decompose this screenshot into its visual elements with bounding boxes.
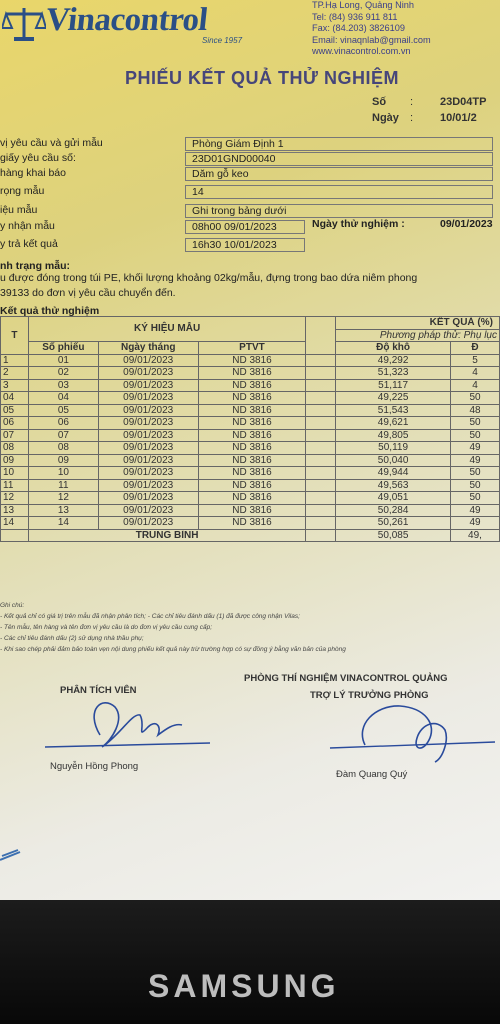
- cell-dokho: 50,119: [336, 442, 451, 455]
- cell-ptvt: ND 3816: [198, 354, 306, 367]
- cell-dokho: 51,323: [336, 367, 451, 380]
- ngay-value: 10/01/2: [440, 112, 477, 124]
- cell-ptvt: ND 3816: [198, 392, 306, 405]
- cell-dokho: 49,225: [336, 392, 451, 405]
- cell-ngay: 09/01/2023: [98, 517, 198, 530]
- cell-dokho: 49,805: [336, 429, 451, 442]
- cell-gap: [306, 354, 336, 367]
- monitor-bezel: [0, 900, 500, 1024]
- cell-ngay: 09/01/2023: [98, 467, 198, 480]
- header-kyhieu: KÝ HIỆU MẪU: [28, 317, 305, 342]
- table-row: [1, 492, 500, 505]
- cell-sophieu: 14: [28, 517, 98, 530]
- cell-last: 49: [451, 442, 500, 455]
- cell-last: 5: [451, 354, 500, 367]
- header-method: Phương pháp thử: Phụ lục: [336, 329, 500, 342]
- cell-stt: 05: [1, 404, 29, 417]
- condition-line-2: 39133 do đơn vị yêu cầu chuyển đến.: [0, 287, 176, 299]
- cell-last: 49: [451, 454, 500, 467]
- cell-gap: [306, 467, 336, 480]
- cell-sophieu: 07: [28, 429, 98, 442]
- assistant-head-title: TRỢ LÝ TRƯỞNG PHÒNG: [310, 690, 429, 701]
- cell-gap: [306, 442, 336, 455]
- cell-gap: [306, 492, 336, 505]
- lab-org-title: PHÒNG THÍ NGHIỆM VINACONTROL QUẢNG: [244, 673, 448, 684]
- cell-ngay: 09/01/2023: [98, 492, 198, 505]
- cell-stt: 04: [1, 392, 29, 405]
- field-value-requester: Phòng Giám Định 1: [185, 137, 493, 151]
- cell-last: 50: [451, 417, 500, 430]
- cell-sophieu: 06: [28, 417, 98, 430]
- cell-dokho: 50,284: [336, 504, 451, 517]
- field-label-request-no: giấy yêu cầu số:: [0, 152, 76, 164]
- scales-icon: [2, 4, 46, 44]
- avg-last: 49,: [451, 529, 500, 542]
- so-colon: :: [410, 96, 414, 108]
- avg-label: TRUNG BÌNH: [28, 529, 305, 542]
- table-row: [1, 479, 500, 492]
- field-label-requester: vị yêu cầu và gửi mẫu: [0, 137, 103, 149]
- cell-ptvt: ND 3816: [198, 429, 306, 442]
- cell-gap: [306, 404, 336, 417]
- assistant-head-signature: [325, 700, 500, 770]
- cell-ngay: 09/01/2023: [98, 367, 198, 380]
- analyst-signature: [40, 695, 220, 760]
- table-row: [1, 354, 500, 367]
- cell-dokho: 49,051: [336, 492, 451, 505]
- table-row: [1, 517, 500, 530]
- cell-ngay: 09/01/2023: [98, 354, 198, 367]
- condition-label: nh trạng mẫu:: [0, 260, 70, 272]
- note-line: - Tên mẫu, tên hàng và tên đơn vị yêu cầu là do đơn vị yêu cầu cung cấp;: [0, 624, 213, 631]
- cell-ptvt: ND 3816: [198, 504, 306, 517]
- results-table: [0, 316, 500, 542]
- table-row: [1, 467, 500, 480]
- ngay-colon: :: [410, 112, 414, 124]
- table-row: [1, 367, 500, 380]
- cell-ngay: 09/01/2023: [98, 442, 198, 455]
- table-row: [1, 429, 500, 442]
- field-label-goods: hàng khai báo: [0, 167, 66, 179]
- cell-last: 50: [451, 492, 500, 505]
- so-value: 23D04TP: [440, 96, 487, 108]
- cell-ptvt: ND 3816: [198, 404, 306, 417]
- cell-stt: 1: [1, 354, 29, 367]
- cell-dokho: 51,117: [336, 379, 451, 392]
- condition-line-1: u được đóng trong túi PE, khối lượng khoảng 02kg/mẫu, đựng trong bao dứa niêm phong: [0, 272, 418, 284]
- cell-ngay: 09/01/2023: [98, 392, 198, 405]
- cell-last: 50: [451, 429, 500, 442]
- cell-ptvt: ND 3816: [198, 442, 306, 455]
- cell-ngay: 09/01/2023: [98, 479, 198, 492]
- contact-email: Email: vinaqnlab@gmail.com: [312, 34, 431, 45]
- field-value-request-no: 23D01GND00040: [185, 152, 493, 166]
- cell-sophieu: 01: [28, 354, 98, 367]
- vinacontrol-logo: [2, 2, 252, 50]
- cell-dokho: 49,944: [336, 467, 451, 480]
- cell-ptvt: ND 3816: [198, 379, 306, 392]
- field-label-return: y trả kết quả: [0, 238, 58, 250]
- cell-gap: [306, 417, 336, 430]
- cell-stt: 2: [1, 367, 29, 380]
- cell-sophieu: 09: [28, 454, 98, 467]
- cell-ngay: 09/01/2023: [98, 454, 198, 467]
- results-label: Kết quả thử nghiệm: [0, 305, 100, 317]
- avg-empty-1: [1, 529, 29, 542]
- cell-ptvt: ND 3816: [198, 479, 306, 492]
- cell-stt: 11: [1, 479, 29, 492]
- cell-sophieu: 12: [28, 492, 98, 505]
- table-row: [1, 379, 500, 392]
- cell-last: 4: [451, 379, 500, 392]
- cell-dokho: 49,621: [336, 417, 451, 430]
- header-gap: [306, 317, 336, 355]
- cell-ngay: 09/01/2023: [98, 504, 198, 517]
- cell-gap: [306, 454, 336, 467]
- cell-ngay: 09/01/2023: [98, 404, 198, 417]
- cell-sophieu: 05: [28, 404, 98, 417]
- header-stt: T: [1, 317, 29, 355]
- cell-sophieu: 11: [28, 479, 98, 492]
- avg-empty-2: [306, 529, 336, 542]
- header-ketqua: KẾT QUẢ (%): [336, 317, 500, 330]
- cell-ngay: 09/01/2023: [98, 429, 198, 442]
- assistant-head-name: Đàm Quang Quý: [336, 769, 408, 780]
- col-dokho: Độ khô: [336, 342, 451, 355]
- col-sophieu: Số phiếu: [28, 342, 98, 355]
- contact-tel: Tel: (84) 936 911 811: [312, 11, 398, 22]
- notes-block: [0, 600, 346, 655]
- logo-name: Vinacontrol: [44, 2, 210, 38]
- cell-sophieu: 13: [28, 504, 98, 517]
- cell-gap: [306, 392, 336, 405]
- cell-last: 4: [451, 367, 500, 380]
- cell-gap: [306, 479, 336, 492]
- cell-ngay: 09/01/2023: [98, 417, 198, 430]
- monitor-brand: SAMSUNG: [148, 968, 340, 1004]
- table-row: [1, 454, 500, 467]
- cell-last: 49: [451, 504, 500, 517]
- cell-dokho: 49,563: [336, 479, 451, 492]
- cell-gap: [306, 379, 336, 392]
- cell-gap: [306, 504, 336, 517]
- contact-address: TP.Hạ Long, Quảng Ninh: [312, 0, 414, 10]
- cell-sophieu: 08: [28, 442, 98, 455]
- contact-website: www.vinacontrol.com.vn: [312, 46, 411, 56]
- cell-last: 49: [451, 517, 500, 530]
- cell-dokho: 49,292: [336, 354, 451, 367]
- field-value-goods: Dăm gỗ keo: [185, 167, 493, 181]
- taskbar-fragment-icon: [0, 848, 22, 862]
- cell-stt: 09: [1, 454, 29, 467]
- col-ptvt: PTVT: [198, 342, 306, 355]
- logo-since: Since 1957: [202, 36, 243, 45]
- table-row: [1, 417, 500, 430]
- table-row: [1, 392, 500, 405]
- average-row: [1, 529, 500, 542]
- col-last: Đ: [451, 342, 500, 355]
- note-line: - Các chỉ tiêu đánh dấu (2) sử dụng nhà thầu phụ;: [0, 635, 144, 642]
- test-date-value: 09/01/2023: [440, 218, 493, 230]
- avg-dokho: 50,085: [336, 529, 451, 542]
- table-subheader-row: [1, 342, 500, 355]
- table-row: [1, 504, 500, 517]
- cell-ptvt: ND 3816: [198, 492, 306, 505]
- table-row: [1, 404, 500, 417]
- field-value-sample-mark: Ghi trong bảng dưới: [185, 204, 493, 218]
- cell-stt: 3: [1, 379, 29, 392]
- analyst-title: PHÂN TÍCH VIÊN: [60, 685, 137, 696]
- field-value-return: 16h30 10/01/2023: [185, 238, 305, 252]
- field-label-received: y nhận mẫu: [0, 220, 55, 232]
- cell-ptvt: ND 3816: [198, 467, 306, 480]
- cell-ptvt: ND 3816: [198, 517, 306, 530]
- cell-ptvt: ND 3816: [198, 454, 306, 467]
- cell-gap: [306, 367, 336, 380]
- field-value-received: 08h00 09/01/2023: [185, 220, 305, 234]
- table-row: [1, 442, 500, 455]
- table-header-row: [1, 317, 500, 330]
- cell-stt: 06: [1, 417, 29, 430]
- cell-stt: 08: [1, 442, 29, 455]
- test-date-label: Ngày thử nghiệm :: [312, 218, 405, 230]
- cell-dokho: 50,261: [336, 517, 451, 530]
- document-title: PHIẾU KẾT QUẢ THỬ NGHIỆM: [125, 68, 399, 88]
- cell-sophieu: 03: [28, 379, 98, 392]
- cell-gap: [306, 429, 336, 442]
- notes-title: Ghi chú:: [0, 602, 25, 609]
- cell-stt: 07: [1, 429, 29, 442]
- cell-dokho: 50,040: [336, 454, 451, 467]
- contact-block: [312, 0, 431, 58]
- so-label: Số: [372, 96, 387, 108]
- cell-last: 50: [451, 479, 500, 492]
- ngay-label: Ngày: [372, 112, 399, 124]
- cell-last: 48: [451, 404, 500, 417]
- field-value-sample-qty: 14: [185, 185, 493, 199]
- field-label-sample-qty: rọng mẫu: [0, 185, 45, 197]
- cell-last: 50: [451, 467, 500, 480]
- col-ngay: Ngày tháng: [98, 342, 198, 355]
- cell-gap: [306, 517, 336, 530]
- cell-ptvt: ND 3816: [198, 367, 306, 380]
- cell-last: 50: [451, 392, 500, 405]
- cell-dokho: 51,543: [336, 404, 451, 417]
- contact-fax: Fax: (84.203) 3826109: [312, 23, 405, 33]
- cell-stt: 12: [1, 492, 29, 505]
- cell-stt: 13: [1, 504, 29, 517]
- note-line: - Kết quả chỉ có giá trị trên mẫu đã nhận phân tích; - Các chỉ tiêu đánh dấu (1) đã được công nhận Vilas;: [0, 613, 300, 620]
- cell-ngay: 09/01/2023: [98, 379, 198, 392]
- cell-sophieu: 02: [28, 367, 98, 380]
- analyst-name: Nguyễn Hồng Phong: [50, 761, 139, 772]
- cell-sophieu: 10: [28, 467, 98, 480]
- cell-sophieu: 04: [28, 392, 98, 405]
- cell-stt: 14: [1, 517, 29, 530]
- cell-ptvt: ND 3816: [198, 417, 306, 430]
- field-label-sample-mark: iệu mẫu: [0, 204, 38, 216]
- note-line: - Khi sao chép phải đảm bảo toàn vẹn nội dung phiếu kết quả này trừ trường hợp có sự đồng ý bằng văn bản của phòng: [0, 646, 346, 653]
- cell-stt: 10: [1, 467, 29, 480]
